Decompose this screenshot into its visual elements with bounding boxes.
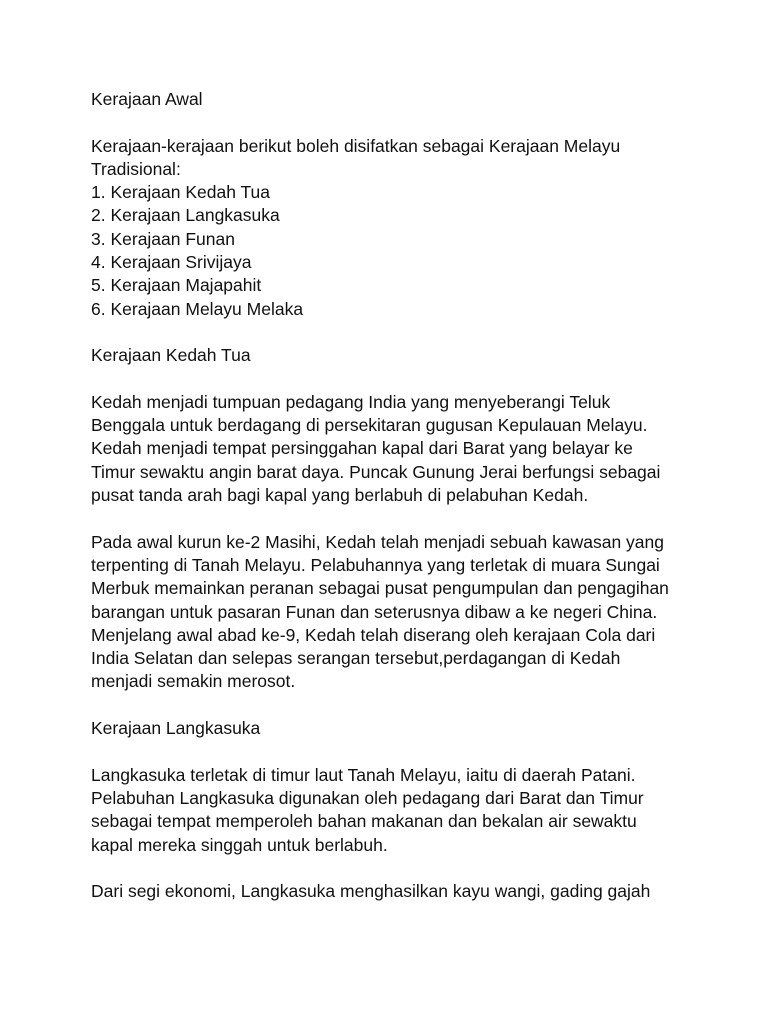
section-heading-langkasuka: Kerajaan Langkasuka xyxy=(91,718,261,739)
intro-paragraph xyxy=(91,135,691,321)
kingdom-list-item: 1. Kerajaan Kedah Tua xyxy=(91,182,271,203)
text-line: Merbuk memainkan peranan sebagai pusat pengumpulan dan pengagihan xyxy=(91,578,669,599)
text-line: menjadi semakin merosot. xyxy=(91,671,296,692)
kingdom-list-item: 2. Kerajaan Langkasuka xyxy=(91,205,280,226)
text-line: terpenting di Tanah Melayu. Pelabuhannya yang terletak di muara Sungai xyxy=(91,554,660,575)
text-line: Benggala untuk berdagang di persekitaran gugusan Kepulauan Melayu. xyxy=(91,415,648,436)
text-line: Kedah menjadi tempat persinggahan kapal dari Barat yang belayar ke xyxy=(91,438,633,459)
text-line: Pelabuhan Langkasuka digunakan oleh pedagang dari Barat dan Timur xyxy=(91,787,644,808)
text-line: Kedah menjadi tumpuan pedagang India yang menyeberangi Teluk xyxy=(91,391,611,412)
text-line: India Selatan dan selepas serangan tersebut,perdagangan di Kedah xyxy=(91,648,621,669)
kingdom-list-item: 4. Kerajaan Srivijaya xyxy=(91,252,252,273)
langkasuka-paragraph-1 xyxy=(91,764,691,857)
kingdom-list-item: 6. Kerajaan Melayu Melaka xyxy=(91,298,304,319)
text-line: Langkasuka terletak di timur laut Tanah Melayu, iaitu di daerah Patani. xyxy=(91,764,636,785)
text-line: Dari segi ekonomi, Langkasuka menghasilkan kayu wangi, gading gajah xyxy=(91,881,651,902)
langkasuka-paragraph-2 xyxy=(91,880,691,903)
text-line: sebagai tempat memperoleh bahan makanan dan bekalan air sewaktu xyxy=(91,811,637,832)
kedah-paragraph-1 xyxy=(91,391,691,507)
text-line: kapal mereka singgah untuk berlabuh. xyxy=(91,834,388,855)
text-line: pusat tanda arah bagi kapal yang berlabuh di pelabuhan Kedah. xyxy=(91,485,589,506)
text-line: Timur sewaktu angin barat daya. Puncak Gunung Jerai berfungsi sebagai xyxy=(91,461,661,482)
intro-line: Kerajaan-kerajaan berikut boleh disifatkan sebagai Kerajaan Melayu xyxy=(91,135,621,156)
text-line: Menjelang awal abad ke-9, Kedah telah diserang oleh kerajaan Cola dari xyxy=(91,624,656,645)
text-line: Pada awal kurun ke-2 Masihi, Kedah telah menjadi sebuah kawasan yang xyxy=(91,531,664,552)
kingdom-list-item: 3. Kerajaan Funan xyxy=(91,228,235,249)
document-title: Kerajaan Awal xyxy=(91,89,203,109)
document-content xyxy=(91,88,691,927)
kedah-paragraph-2 xyxy=(91,531,691,694)
kingdom-list-item: 5. Kerajaan Majapahit xyxy=(91,275,262,296)
intro-line: Tradisional: xyxy=(91,158,181,179)
section-heading-kedah: Kerajaan Kedah Tua xyxy=(91,345,251,366)
text-line: barangan untuk pasaran Funan dan seterusnya dibaw a ke negeri China. xyxy=(91,601,658,622)
